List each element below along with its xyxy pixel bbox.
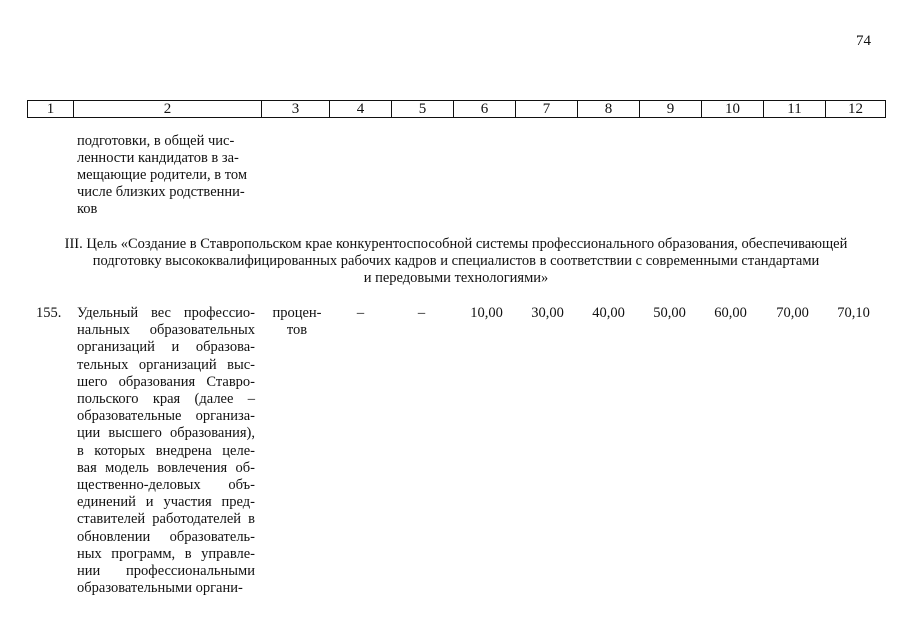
text-line: ных программ, в управле-	[77, 545, 255, 562]
heading-line: III. Цель «Создание в Ставропольском крае конкурентоспособной системы профессионального образования, обеспечивающей	[64, 236, 848, 252]
column-number-cell: 6	[454, 101, 516, 118]
column-number-cell: 9	[640, 101, 702, 118]
column-number-row	[28, 101, 886, 118]
text-line: организаций и образова-	[77, 339, 255, 356]
text-line: ленности кандидатов в за-	[77, 150, 239, 166]
column-number-cell: 7	[516, 101, 578, 118]
text-line: ции высшего образования),	[77, 425, 255, 442]
text-line: ставителей работодателей в	[77, 511, 255, 528]
text-line: нальных образовательных	[77, 322, 255, 339]
indicator-value: 50,00	[653, 305, 686, 321]
text-line: в которых внедрена целе-	[77, 442, 255, 459]
text-line: польского края (далее –	[77, 391, 255, 408]
row-number: 155.	[36, 305, 62, 321]
indicator-value: 10,00	[470, 305, 503, 321]
text-line: ков	[77, 201, 98, 217]
indicator-value: 40,00	[592, 305, 625, 321]
text-line: образовательными органи-	[77, 580, 243, 597]
unit-of-measure	[266, 305, 328, 339]
indicator-value: –	[356, 305, 365, 321]
indicator-description	[77, 305, 255, 597]
text-line: процен-	[272, 305, 322, 321]
heading-line: и передовыми технологиями»	[363, 270, 549, 286]
column-number-cell: 1	[28, 101, 74, 118]
text-line: щественно-деловых объ-	[77, 477, 255, 494]
indicator-value: 30,00	[531, 305, 564, 321]
text-line: образовательные организа-	[77, 408, 255, 425]
indicator-value: 60,00	[714, 305, 747, 321]
column-number-cell: 8	[578, 101, 640, 118]
text-line: единений и участия пред-	[77, 494, 255, 511]
page-number: 74	[856, 33, 871, 49]
text-line: обновлении образователь-	[77, 528, 255, 545]
text-line: мещающие родители, в том	[77, 167, 248, 183]
column-number-header	[27, 100, 886, 118]
column-number-cell: 10	[702, 101, 764, 118]
text-line: вая модель вовлечения об-	[77, 459, 255, 476]
column-number-cell: 12	[826, 101, 886, 118]
text-line: шего образования Ставро-	[77, 373, 255, 390]
heading-line: подготовку высококвалифицированных рабочих кадров и специалистов в соответствии с современными стандартами	[92, 253, 820, 269]
text-line: числе близких родственни-	[77, 184, 245, 200]
text-line: подготовки, в общей чис-	[77, 133, 235, 149]
indicator-value: –	[417, 305, 426, 321]
indicator-value: 70,00	[776, 305, 809, 321]
text-line: нии профессиональными	[77, 563, 255, 580]
text-line: тов	[286, 322, 308, 338]
text-line: Удельный вес профессио-	[77, 305, 255, 321]
column-number-cell: 5	[392, 101, 454, 118]
column-number-cell: 2	[74, 101, 262, 118]
column-number-cell: 11	[764, 101, 826, 118]
section-heading	[40, 236, 872, 287]
indicator-value: 70,10	[837, 305, 870, 321]
column-number-cell: 4	[330, 101, 392, 118]
text-line: тельных организаций выс-	[77, 356, 255, 373]
column-number-cell: 3	[262, 101, 330, 118]
continued-indicator-text	[77, 133, 257, 218]
